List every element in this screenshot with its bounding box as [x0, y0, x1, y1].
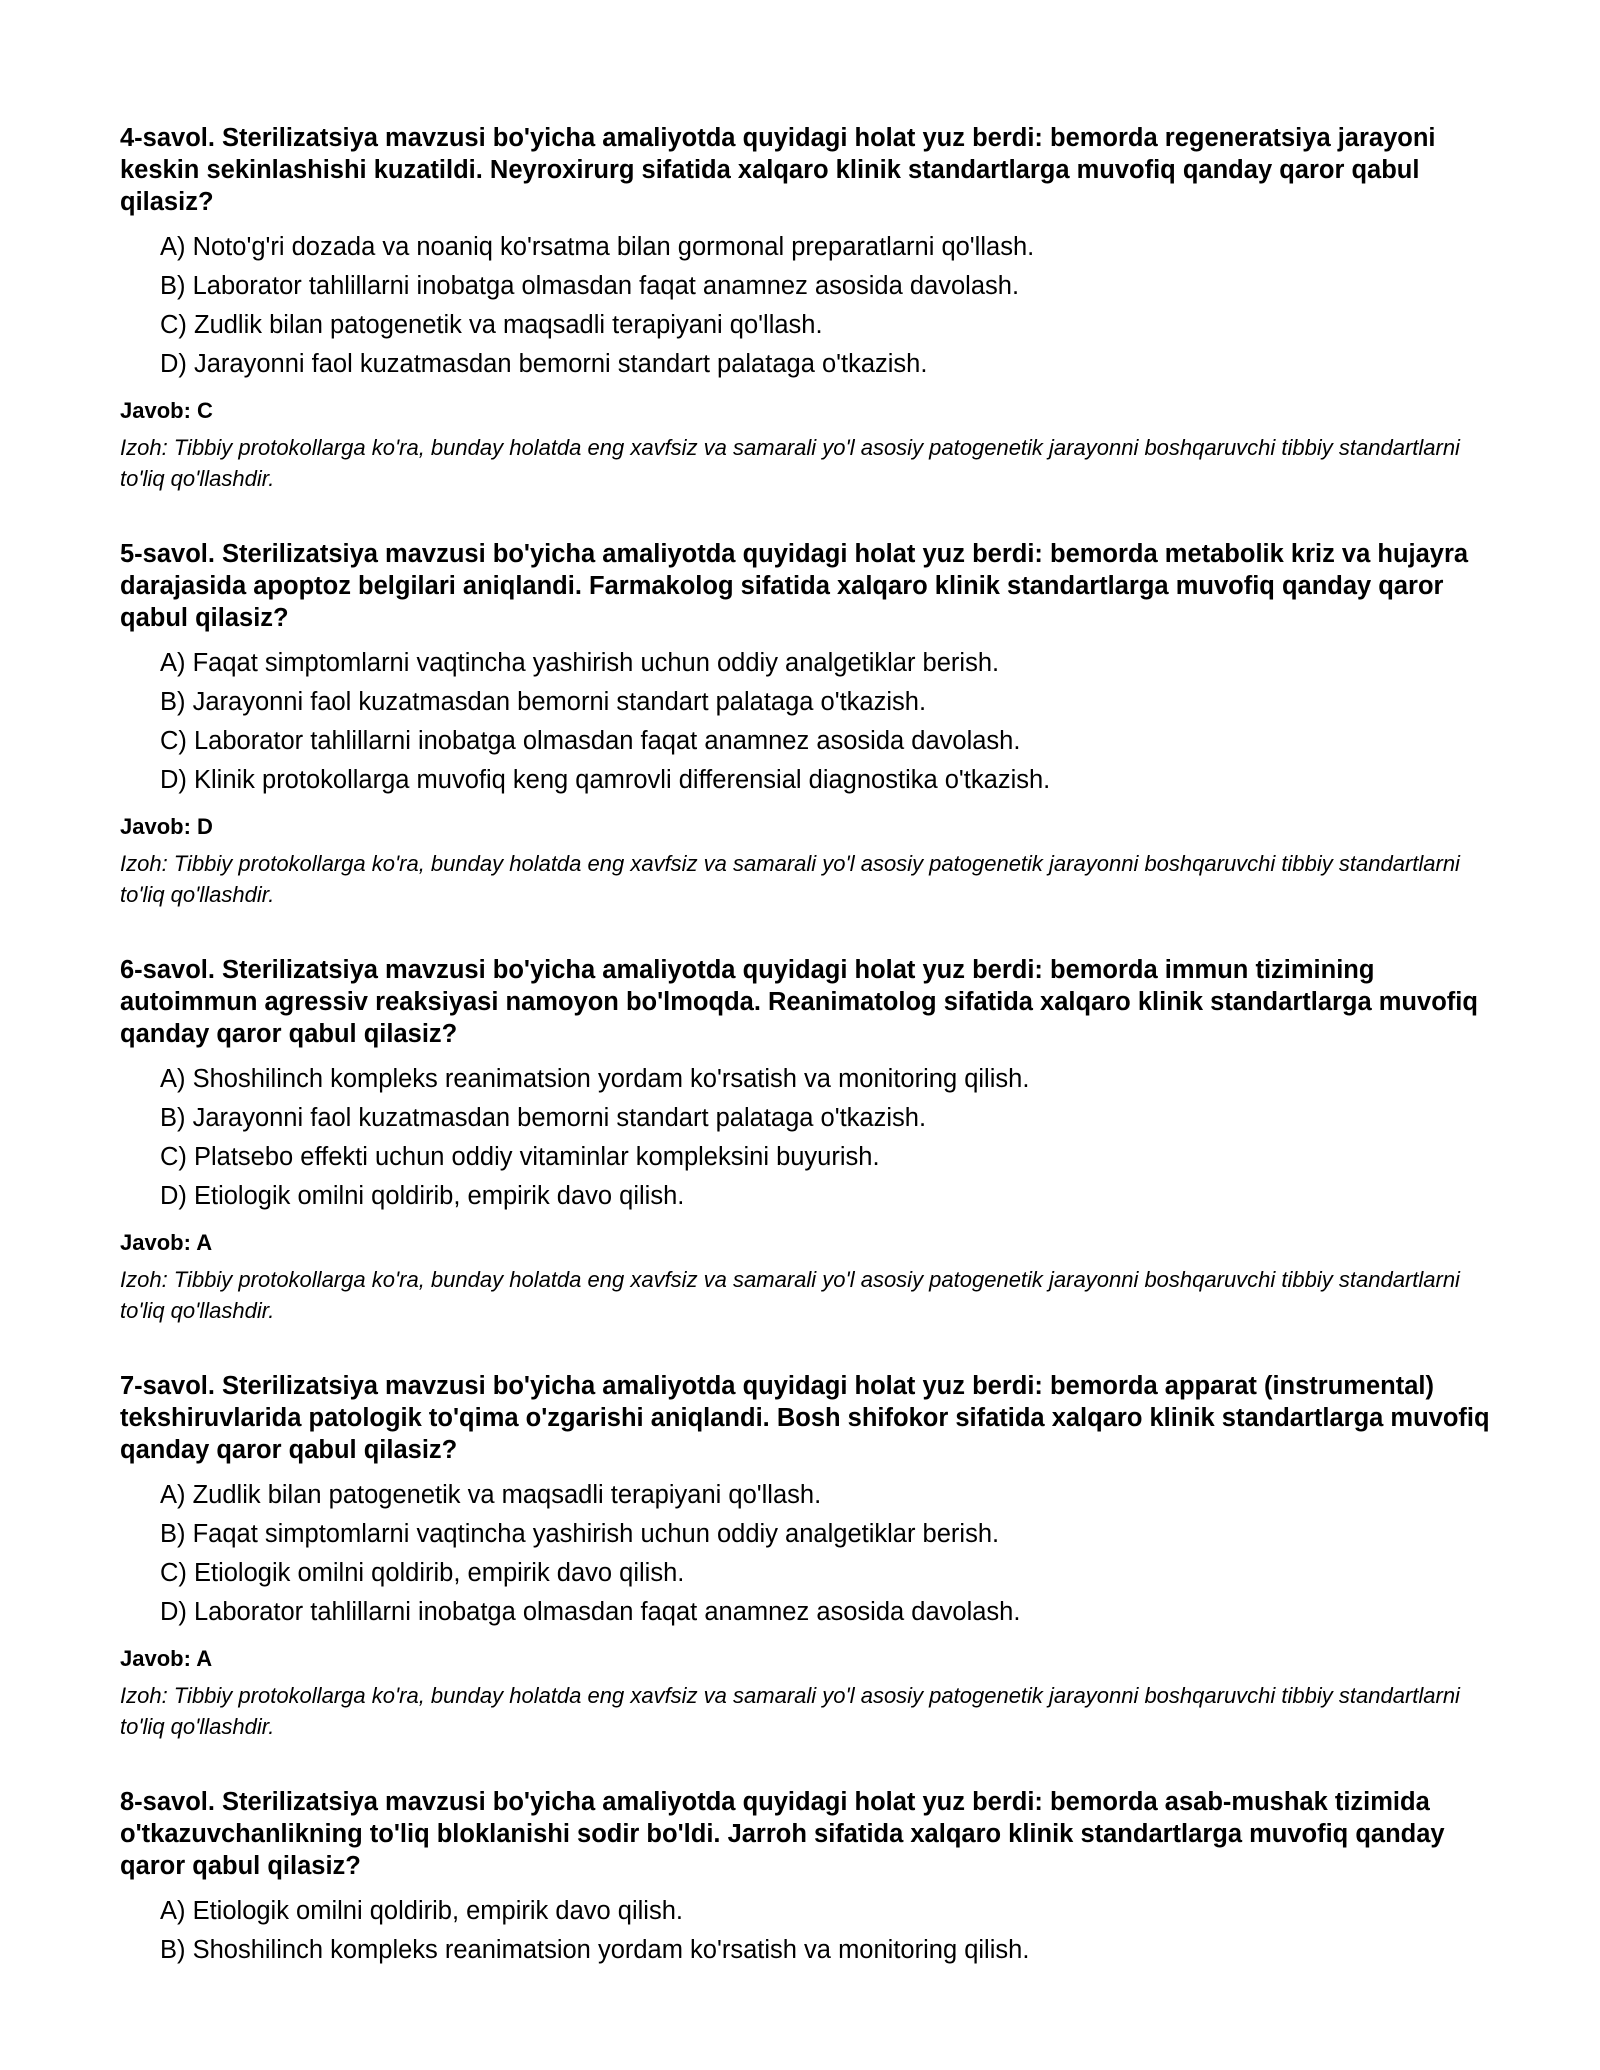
- explanation-text: Izoh: Tibbiy protokollarga ko'ra, bunday holatda eng xavfsiz va samarali yo'l asosiy patogenetik jarayonni boshqaruvchi tibbiy standartlarni to'liq qo'llashdir.: [120, 851, 1460, 907]
- option-c: C) Laborator tahlillarni inobatga olmasdan faqat anamnez asosida davolash.: [160, 727, 1021, 755]
- answer-label: Javob: A: [120, 1646, 213, 1671]
- explanation-text: Izoh: Tibbiy protokollarga ko'ra, bunday holatda eng xavfsiz va samarali yo'l asosiy patogenetik jarayonni boshqaruvchi tibbiy standartlarni to'liq qo'llashdir.: [120, 1267, 1460, 1323]
- option-a: A) Zudlik bilan patogenetik va maqsadli terapiyani qo'llash.: [160, 1481, 822, 1509]
- answer-options: [120, 1892, 1500, 1970]
- option-a: A) Faqat simptomlarni vaqtincha yashirish uchun oddiy analgetiklar berish.: [160, 649, 1000, 677]
- question-title: 6-savol. Sterilizatsiya mavzusi bo'yicha amaliyotda quyidagi holat yuz berdi: bemorda immun tizimining autoimmun agressiv reaksiyasi namoyon bo'lmoqda. Reanimatolog sifatida xalqaro klinik standartlarga muvofiq qanday qaror qabul qilasiz?: [120, 956, 1478, 1048]
- explanation-text: Izoh: Tibbiy protokollarga ko'ra, bunday holatda eng xavfsiz va samarali yo'l asosiy patogenetik jarayonni boshqaruvchi tibbiy standartlarni to'liq qo'llashdir.: [120, 435, 1460, 491]
- option-b: B) Faqat simptomlarni vaqtincha yashirish uchun oddiy analgetiklar berish.: [160, 1520, 1000, 1548]
- option-b: B) Jarayonni faol kuzatmasdan bemorni standart palataga o'tkazish.: [160, 688, 927, 716]
- option-a: A) Etiologik omilni qoldirib, empirik davo qilish.: [160, 1897, 683, 1925]
- answer-options: [120, 1476, 1500, 1632]
- option-b: B) Shoshilinch kompleks reanimatsion yordam ko'rsatish va monitoring qilish.: [160, 1936, 1030, 1964]
- answer-label: Javob: A: [120, 1230, 213, 1255]
- question-title: 5-savol. Sterilizatsiya mavzusi bo'yicha amaliyotda quyidagi holat yuz berdi: bemorda metabolik kriz va hujayra darajasida apoptoz belgilari aniqlandi. Farmakolog sifatida xalqaro klinik standartlarga muvofiq qanday qaror qabul qilasiz?: [120, 540, 1469, 632]
- question-7: [120, 1370, 1500, 1742]
- option-d: D) Etiologik omilni qoldirib, empirik davo qilish.: [160, 1182, 685, 1210]
- option-a: A) Noto'g'ri dozada va noaniq ko'rsatma bilan gormonal preparatlarni qo'llash.: [160, 233, 1035, 261]
- option-d: D) Laborator tahlillarni inobatga olmasdan faqat anamnez asosida davolash.: [160, 1598, 1021, 1626]
- answer-options: [120, 644, 1500, 800]
- option-c: C) Platsebo effekti uchun oddiy vitaminlar kompleksini buyurish.: [160, 1143, 880, 1171]
- answer-options: [120, 228, 1500, 384]
- question-title: 4-savol. Sterilizatsiya mavzusi bo'yicha amaliyotda quyidagi holat yuz berdi: bemorda regeneratsiya jarayoni keskin sekinlashishi kuzatildi. Neyroxirurg sifatida xalqaro klinik standartlarga muvofiq qanday qaror qabul qilasiz?: [120, 124, 1436, 216]
- question-6: [120, 954, 1500, 1326]
- option-d: D) Jarayonni faol kuzatmasdan bemorni standart palataga o'tkazish.: [160, 350, 928, 378]
- question-4: [120, 122, 1500, 494]
- option-c: C) Zudlik bilan patogenetik va maqsadli terapiyani qo'llash.: [160, 311, 823, 339]
- answer-options: [120, 1060, 1500, 1216]
- answer-label: Javob: C: [120, 398, 213, 423]
- document-page: [120, 122, 1500, 2014]
- option-a: A) Shoshilinch kompleks reanimatsion yordam ko'rsatish va monitoring qilish.: [160, 1065, 1030, 1093]
- explanation-text: Izoh: Tibbiy protokollarga ko'ra, bunday holatda eng xavfsiz va samarali yo'l asosiy patogenetik jarayonni boshqaruvchi tibbiy standartlarni to'liq qo'llashdir.: [120, 1683, 1460, 1739]
- option-d: D) Klinik protokollarga muvofiq keng qamrovli differensial diagnostika o'tkazish.: [160, 766, 1051, 794]
- option-c: C) Etiologik omilni qoldirib, empirik davo qilish.: [160, 1559, 685, 1587]
- question-8: [120, 1786, 1500, 1970]
- question-title: 8-savol. Sterilizatsiya mavzusi bo'yicha amaliyotda quyidagi holat yuz berdi: bemorda asab-mushak tizimida o'tkazuvchanlikning to'liq bloklanishi sodir bo'ldi. Jarroh sifatida xalqaro klinik standartlarga muvofiq qanday qaror qabul qilasiz?: [120, 1788, 1445, 1880]
- option-b: B) Laborator tahlillarni inobatga olmasdan faqat anamnez asosida davolash.: [160, 272, 1020, 300]
- answer-label: Javob: D: [120, 814, 213, 839]
- question-5: [120, 538, 1500, 910]
- option-b: B) Jarayonni faol kuzatmasdan bemorni standart palataga o'tkazish.: [160, 1104, 927, 1132]
- question-title: 7-savol. Sterilizatsiya mavzusi bo'yicha amaliyotda quyidagi holat yuz berdi: bemorda apparat (instrumental) tekshiruvlarida patologik to'qima o'zgarishi aniqlandi. Bosh shifokor sifatida xalqaro klinik standartlarga muvofiq qanday qaror qabul qilasiz?: [120, 1372, 1490, 1464]
